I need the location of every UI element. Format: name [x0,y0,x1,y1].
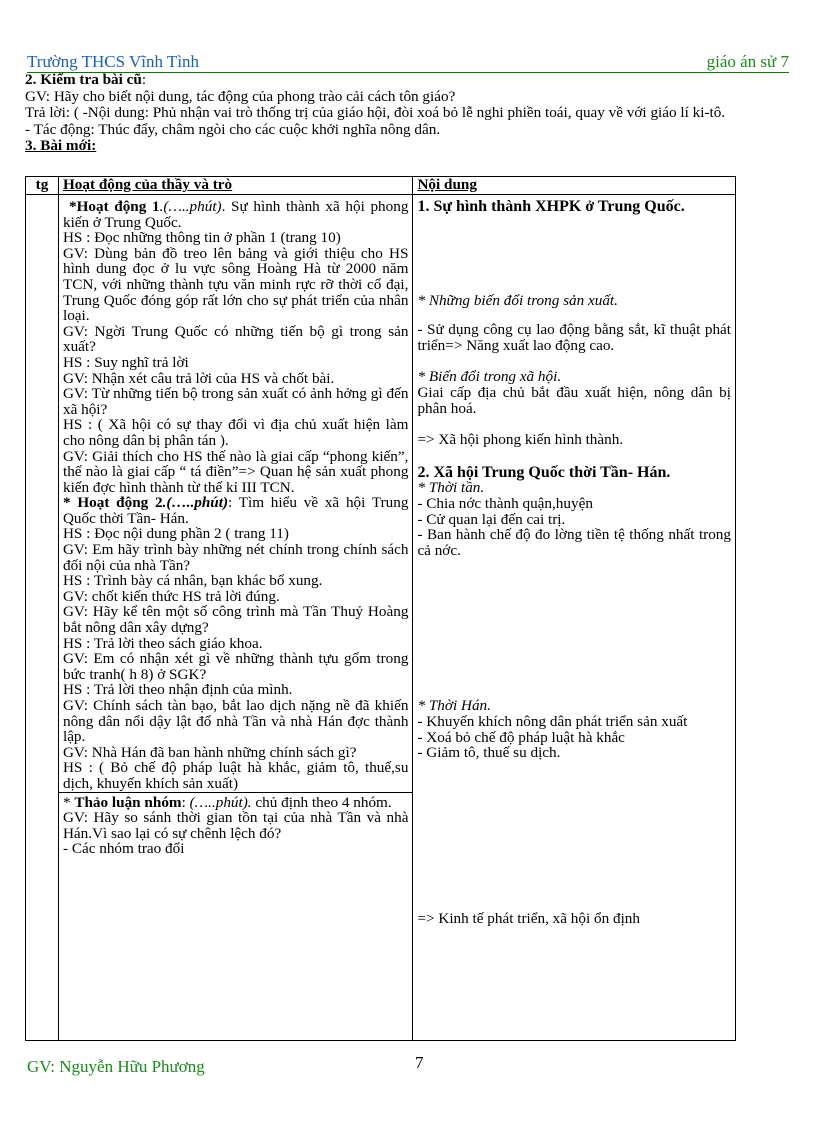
act2-line: HS : Đọc nội dung phần 2 ( trang 11) [62,525,289,543]
discussion-title: Thảo luận nhóm [74,793,182,811]
footer-gv-label: GV: [27,1057,60,1076]
act1-rest: . Sự hình thành xã hội phong kiến ở Trung Quốc. [62,198,409,231]
act1-line: HS : ( Xã hội có sự thay đổi vì địa chủ xuất hiện làm cho nông dân bị phân tán ). [62,416,409,449]
content-section1-title: 1. Sự hình thành XHPK ở Trung Quốc. [417,198,685,215]
act2-line: GV: Em có nhận xét gì về những thành tựu gốm trong bức tranh( h 8) ở SGK? [62,650,409,683]
lesson-table [25,176,736,1041]
content-conclusion: => Kinh tế phát triển, xã hội ổn định [417,909,640,927]
content-tan-item: - Chia nớc thành quận,huyện [417,494,593,512]
act2-line: HS : Trình bày cá nhân, bạn khác bổ xung. [62,572,323,590]
act1-line: GV: Giải thích cho HS thế nào là giai cấp “phong kiến”, thế nào là giai cấp “ tá điền”=> Quan hệ sản xuất phong kiến đợc hình thành từ thế kỉ III TCN. [62,447,409,496]
table-body-row [26,195,736,1041]
content-tan-item: - Cử quan lại đến cai trị. [417,510,566,528]
discussion-time: (…..phút). [189,793,252,811]
footer-teacher [27,1057,205,1077]
content-society-title: * Biến đổi trong xã hội. [417,368,562,386]
intro-section [25,72,793,155]
act2-line: GV: Chính sách tàn bạo, bắt lao dịch nặng nề đã khiến nông dân nổi dậy lật đổ nhà Tần và nhà Hán đợc thành lập. [62,697,409,746]
content-production-text: - Sử dụng công cụ lao động bằng sắt, kĩ thuật phát triển=> Năng xuất lao động cao. [417,321,731,354]
content-section2-title: 2. Xã hội Trung Quốc thời Tần- Hán. [417,463,671,481]
school-name: Trường THCS Vĩnh Tình [27,52,200,71]
review-answer: Trả lời: ( -Nội dung: Phủ nhận vai trò thống trị của giáo hội, đòi xoá bỏ lễ nghi phiền toái, quay về với giáo lí ki-tô. [25,104,726,121]
time-cell [26,195,59,1041]
content-society-text: Giai cấp địa chủ bắt đầu xuất hiện, nông dân bị phân hoá. [417,383,731,417]
discussion-line: GV: Hãy so sánh thời gian tồn tại của nhà Tần và nhà Hán.Vì sao lại có sự chênh lệch đó? [62,809,409,842]
act2-line: GV: Hãy kể tên một số công trình mà Tần Thuỷ Hoàng bắt nông dân xây dựng? [62,603,409,637]
content-tan-item: - Ban hành chế độ đo lờng tiền tệ thống nhất trong cả nớc. [417,526,731,559]
act2-rest: : Tìm hiểu về xã hội Trung Quốc thời Tần- Hán. [62,494,409,527]
subject-label: giáo án sử 7 [706,52,789,71]
section2-title: 2. Kiểm tra bài cũ [25,71,142,88]
act2-line: HS : Trả lời theo sách giáo khoa. [62,634,263,652]
act1-time: .(…..phút) [159,198,222,215]
discussion-rest: chủ định theo 4 nhóm. [251,793,392,811]
review-question: GV: Hãy cho biết nội dung, tác động của phong trào cải cách tôn giáo? [25,87,456,105]
review-effect: - Tác động: Thúc đẩy, châm ngòi cho các cuộc khởi nghĩa nông dân. [25,120,441,138]
act2-line: HS : ( Bỏ chế độ pháp luật hà khắc, giảm tô, thuế,su dịch, khuyến khích sản xuất) [62,759,409,792]
act1-line: HS : Đọc những thông tin ở phần 1 (trang 10) [62,229,341,247]
section3-title: 3. Bài mới: [25,137,97,154]
activity-cell [58,195,412,1041]
content-tan-title: * Thời tần. [417,479,485,497]
content-han-item: - Giảm tô, thuế su dịch. [417,744,561,762]
content-production-title: * Những biến đổi trong sản xuất. [417,291,618,309]
act1-line: GV: Ngời Trung Quốc có những tiến bộ gì trong sản xuất? [62,322,409,356]
act2-line: GV: chốt kiến thức HS trả lời đúng. [62,587,280,605]
content-han-item: - Xoá bỏ chế độ pháp luật hà khắc [417,728,625,746]
act1-line: GV: Từ những tiến bộ trong sản xuất có ảnh hởng gì đến xã hội? [62,385,409,418]
act2-line: HS : Trả lời theo nhận định của mình. [62,681,293,699]
footer-gv-name: Nguyễn Hữu Phương [59,1057,205,1076]
act2-time: .(…..phút) [162,494,229,512]
discussion-star: * [62,793,75,811]
table-header-row [26,177,736,195]
content-han-item: - Khuyến khích nông dân phát triển sản xuất [417,712,688,730]
header-activity: Hoạt động của thầy và trò [58,177,412,195]
content-han-title: * Thời Hán. [417,697,491,715]
content-feudal-formed: => Xã hội phong kiến hình thành. [417,431,624,449]
content-cell [413,195,736,1041]
act1-line: GV: Nhận xét câu trả lời của HS và chốt bài. [62,369,335,387]
header-tg: tg [26,177,59,195]
section2-colon: : [141,71,147,88]
act2-line: GV: Em hãy trình bày những nét chính trong chính sách đối nội của nhà Tần? [62,541,409,574]
act1-line: GV: Dùng bản đồ treo lên bảng và giới thiệu cho HS hình dung đọc ở lu vực sông Hoàng Hà từ 2000 năm TCN, với những thành tựu văn minh rực rỡ thời cổ đại, Trung Quốc đóng góp rất lớn cho sự phát triển của nhân loại. [62,244,409,325]
act1-title: *Hoạt động 1 [68,198,160,215]
page-number: 7 [415,1053,424,1072]
page-header [27,52,789,73]
header-content: Nội dung [413,177,736,195]
discussion-colon: : [181,793,190,811]
act2-title: * Hoạt động 2 [62,494,163,512]
act1-line: HS : Suy nghĩ trả lời [62,353,189,371]
discussion-line: - Các nhóm trao đổi [62,840,185,858]
act2-line: GV: Nhà Hán đã ban hành những chính sách gì? [62,743,357,761]
